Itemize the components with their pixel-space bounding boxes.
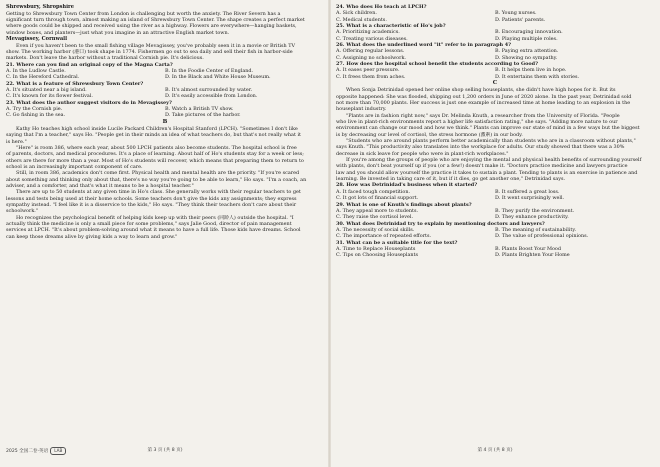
page-4	[336, 4, 654, 456]
answer-option: B. Watch a British TV show.	[165, 106, 234, 112]
page-3-footer	[6, 447, 324, 455]
answer-options-row	[336, 252, 654, 258]
answer-option: B. Plants Boost Your Mood	[495, 245, 561, 252]
paragraph-start: If you're among the groups of people who are enjoying the mental and physical health benefits of surrounding yourself	[346, 157, 642, 164]
text-line: not more than 70,000 plants. Her success is just one example of increased time at home leading to an explosion in the	[336, 100, 631, 107]
answer-option: D. Showing no sympathy.	[495, 54, 558, 61]
answer-option: D. It went surprisingly well.	[495, 195, 565, 202]
answer-option: C. Assigning no schoolwork.	[336, 54, 406, 61]
section-heading: Mevagissey, Cornwall	[6, 35, 68, 42]
paragraph-start: When Sonja Detrinidad opened her online shop selling houseplants, she didn't have high hopes for it. But its	[346, 87, 616, 94]
answer-option: D. It's easily accessible from London.	[165, 93, 258, 100]
text-line: with plants, don't beat yourself up if you (or a few!) doesn't make it. "Doctors practice medicine and lawyers practice	[336, 163, 628, 170]
answer-option: C. Tips on Choosing Houseplants	[336, 252, 419, 259]
answer-option: B. They purify the environment.	[495, 207, 575, 214]
text-line: law and you should allow yourself the practice it takes to sustain a plant. Tending to plants is an exercise in patience and	[336, 169, 638, 176]
text-line: markets. Don't leave the harbor without a traditional Cornish pie. It's delicious.	[6, 55, 204, 62]
text-line: actually think the medicine is only a small piece for some problems," says Jalie Good, director of pain management	[6, 221, 292, 228]
answer-option: D. Playing multiple roles.	[495, 35, 558, 42]
answer-option: B. Young nurses.	[495, 10, 537, 17]
answer-option: A. The necessity of social skills.	[336, 226, 415, 233]
answer-option: D. In the Black and White House Museum.	[165, 74, 271, 81]
paragraph-start: Ho recognizes the psychological benefit of helping kids keep up with their peers (同龄人) outside the hospital. "I	[16, 214, 294, 221]
answer-option: A. They appeal more to students.	[336, 207, 419, 214]
page-3-text	[6, 4, 324, 240]
text-line: schoolwork."	[6, 208, 39, 215]
answer-option: D. Take pictures of the harbor.	[165, 112, 241, 119]
question-stem: 24. Who does Ho teach at LPCH?	[336, 4, 427, 10]
answer-option: C. They raise the cortisol level.	[336, 214, 413, 221]
text-line: window boxes, and planters—just what you imagine in an attractive English market town.	[6, 29, 230, 36]
answer-option: B. It's almost surrounded by water.	[165, 86, 253, 93]
question-stem: 27. How does the hospital school benefit the students according to Good?	[336, 61, 538, 68]
question-stem: 22. What is a feature of Shrewsbury Town Center?	[6, 80, 144, 87]
text-line: is here."	[6, 138, 27, 145]
answer-options-row	[336, 195, 654, 201]
page-4-footer	[336, 447, 654, 455]
text-line: learning. Be invested in taking care of it, but if it dies, go get another one," Detrinidad says.	[336, 176, 566, 183]
answer-option: C. It got lots of financial support.	[336, 195, 419, 202]
answer-option: B. It helps them live in hope.	[495, 67, 567, 74]
page-4-text	[336, 4, 654, 259]
text-line: decrease in sick leave for people who were in plant-rich workplaces."	[336, 150, 509, 157]
text-line: houseplant industry.	[336, 106, 387, 113]
question-stem: 31. What can be a suitable title for the text?	[336, 239, 458, 246]
page-4-number: 第 4 页 (共 8 页)	[477, 448, 513, 453]
section-heading: Shrewsbury, Shropshire	[6, 4, 74, 10]
question-stem: 28. How was Detrinidad's business when it started?	[336, 182, 478, 189]
passage-letter: C	[492, 80, 498, 87]
answer-option: D. The value of professional opinions.	[495, 233, 589, 240]
answer-option: C. Go fishing in the sea.	[6, 112, 66, 119]
paragraph-start: "Students who are around plants perform better academically than students who are in a classroom without plants,"	[346, 138, 636, 145]
passage-letter: B	[162, 118, 168, 125]
answer-option: C. In the Hereford Cathedral.	[6, 74, 80, 81]
answer-option: A. Prioritizing academics.	[336, 29, 400, 36]
answer-option: B. Encouraging innovation.	[495, 29, 563, 36]
answer-option: D. They enhance productivity.	[495, 214, 569, 221]
answer-option: B. Paying extra attention.	[495, 48, 559, 55]
paragraph-start: Still, in room 386, academics don't come first. Physical health and mental health are the priority. "If you're scared	[16, 170, 300, 177]
answer-option: A. In the Ludlow Castle.	[6, 67, 66, 74]
paragraph-start: Kathy Ho teaches high school inside Lucile Packard Children's Hospital Stanford (LPCH). "Sometimes I don't like	[16, 125, 298, 132]
text-line: of parents, doctors, and medical procedures. It's a place of learning. About half of Ho's students stay for a week or less;	[6, 151, 304, 158]
answer-option: C. Medical students.	[336, 16, 387, 23]
question-stem: 25. What is a characteristic of Ho's job?	[336, 23, 446, 30]
answer-options-row	[6, 112, 324, 118]
answer-option: B. It suffered a great loss.	[495, 188, 560, 195]
answer-options-row	[6, 93, 324, 99]
question-stem: 21. Where can you find an original copy of the Magna Carta?	[6, 61, 173, 68]
answer-options-row	[336, 233, 654, 239]
text-line: others are there for more than a year. Most of Ho's students will recover, which means that preparing them to return to	[6, 157, 304, 164]
footer-stamp: LAB	[50, 447, 66, 455]
paragraph-start: Even if you haven't been to the small fishing village Mevagissey, you've probably seen it in a movie or British TV	[16, 42, 296, 49]
text-line: is by decreasing our level of cortisol, the stress hormone (激素) in our body.	[336, 131, 523, 138]
answer-option: C. It frees them from aches.	[336, 73, 406, 80]
question-stem: 26. What does the underlined word "it" refer to in paragraph 4?	[336, 42, 512, 49]
page-fold	[328, 0, 331, 467]
text-line: about something and thinking only about that, there's no way you're going to be able to learn," Ho says. "I'm a coach, an	[6, 176, 307, 183]
answer-option: A. It faced tough competition.	[336, 188, 411, 195]
answer-option: A. Sick children.	[336, 10, 377, 17]
text-line: says Knuth. "This productivity also translates into the workplace for adults. Our study showed that there was a 30%	[336, 144, 625, 151]
text-line: lessons and tests being used at their home schools. Some teachers don't give the kids any assignments; they express	[6, 195, 297, 202]
question-stem: 23. What does the author suggest visitors do in Mevagissey?	[6, 99, 172, 106]
text-line: saying that I'm a teacher," says Ho. "People get in their minds an idea of what teachers do, but that's not really what it	[6, 132, 302, 139]
text-line: opposite happened: She was flooded, shipping out 1,200 orders in June of 2020 alone. In the past year, Detrinidad sold	[336, 93, 632, 100]
text-line: sympathy instead. "I feel like it is a disservice to the kids," Ho says. "They think their teachers don't care about their	[6, 202, 297, 209]
question-stem: 30. What does Detrinidad try to explain by mentioning doctors and lawyers?	[336, 220, 545, 227]
text-line: Getting to Shrewsbury Town Center from London is challenging but worth the anxiety. The River Severn has a	[6, 10, 281, 17]
text-line: who live in plant-rich environments report a higher life satisfaction rating," she says. "Adding more nature to our	[336, 119, 618, 126]
answer-option: B. The meaning of sustainability.	[495, 226, 577, 233]
footer-exam-name: 2025 全国二卷·英语 LAB	[6, 447, 66, 456]
text-line: adviser, and a comforter, and that's what it means to be a hospital teacher."	[6, 182, 194, 189]
text-line: school is an increasingly important component of care.	[6, 163, 143, 170]
answer-option: D. Plants Brighten Your Home	[495, 252, 570, 259]
text-line: where goods could be shipped and received using the river as a highway. Flowers are everywhere—hanging baskets,	[6, 23, 297, 30]
paragraph-start: "Plants are in fashion right now," says Dr. Melinda Knuth, a researcher from the University of Florida. "People	[346, 112, 620, 119]
answer-option: A. Try the Cornish pie.	[6, 106, 63, 112]
answer-option: A. It's situated near a big island.	[6, 86, 87, 93]
paragraph-start: There are up to 50 students at any given time in Ho's class. She generally works with their regular teachers to get	[16, 189, 301, 196]
page-3	[6, 4, 324, 456]
answer-option: D. It entertains them with stories.	[495, 73, 580, 80]
text-line: services at LPCH. "It's about problem-solving around what it means to have a full life. Those kids have dreams. School	[6, 227, 301, 234]
answer-option: A. Time to Replace Houseplants	[336, 245, 416, 252]
answer-option: D. Patients' parents.	[495, 16, 546, 23]
paragraph-start: "Here" is room 386, where each year, about 500 LPCH patients also become students. The hospital school is free	[16, 144, 297, 151]
text-line: significant turn through town, almost making an island of Shrewsbury Town Center. The shape creates a perfect market	[6, 16, 305, 23]
answer-option: B. In the Foodie Center of England.	[165, 67, 254, 74]
question-stem: 29. What is one of Knuth's findings about plants?	[336, 201, 472, 208]
answer-options-row	[6, 74, 324, 80]
answer-option: C. It's known for its flower festival.	[6, 93, 93, 100]
answer-options-row	[336, 214, 654, 220]
page-3-number: 第 3 页 (共 8 页)	[147, 448, 183, 453]
answer-option: A. Offering regular lessons.	[336, 48, 405, 55]
answer-option: C. The importance of repeated efforts.	[336, 233, 432, 240]
text-line: environment can change our mood and how we think." Plants can improve our state of mind in a few ways but the biggest	[336, 125, 640, 132]
text-line: can keep those dreams alive by giving kids a way to learn and grow."	[6, 233, 178, 240]
text-line: show. The working harbor (港口) took shape in 1774. Fishermen go out to sea daily and sell their fish in harbor-side	[6, 48, 293, 55]
answer-option: C. Treating various diseases.	[336, 35, 408, 42]
answer-option: A. It eases peer pressure.	[336, 67, 400, 74]
